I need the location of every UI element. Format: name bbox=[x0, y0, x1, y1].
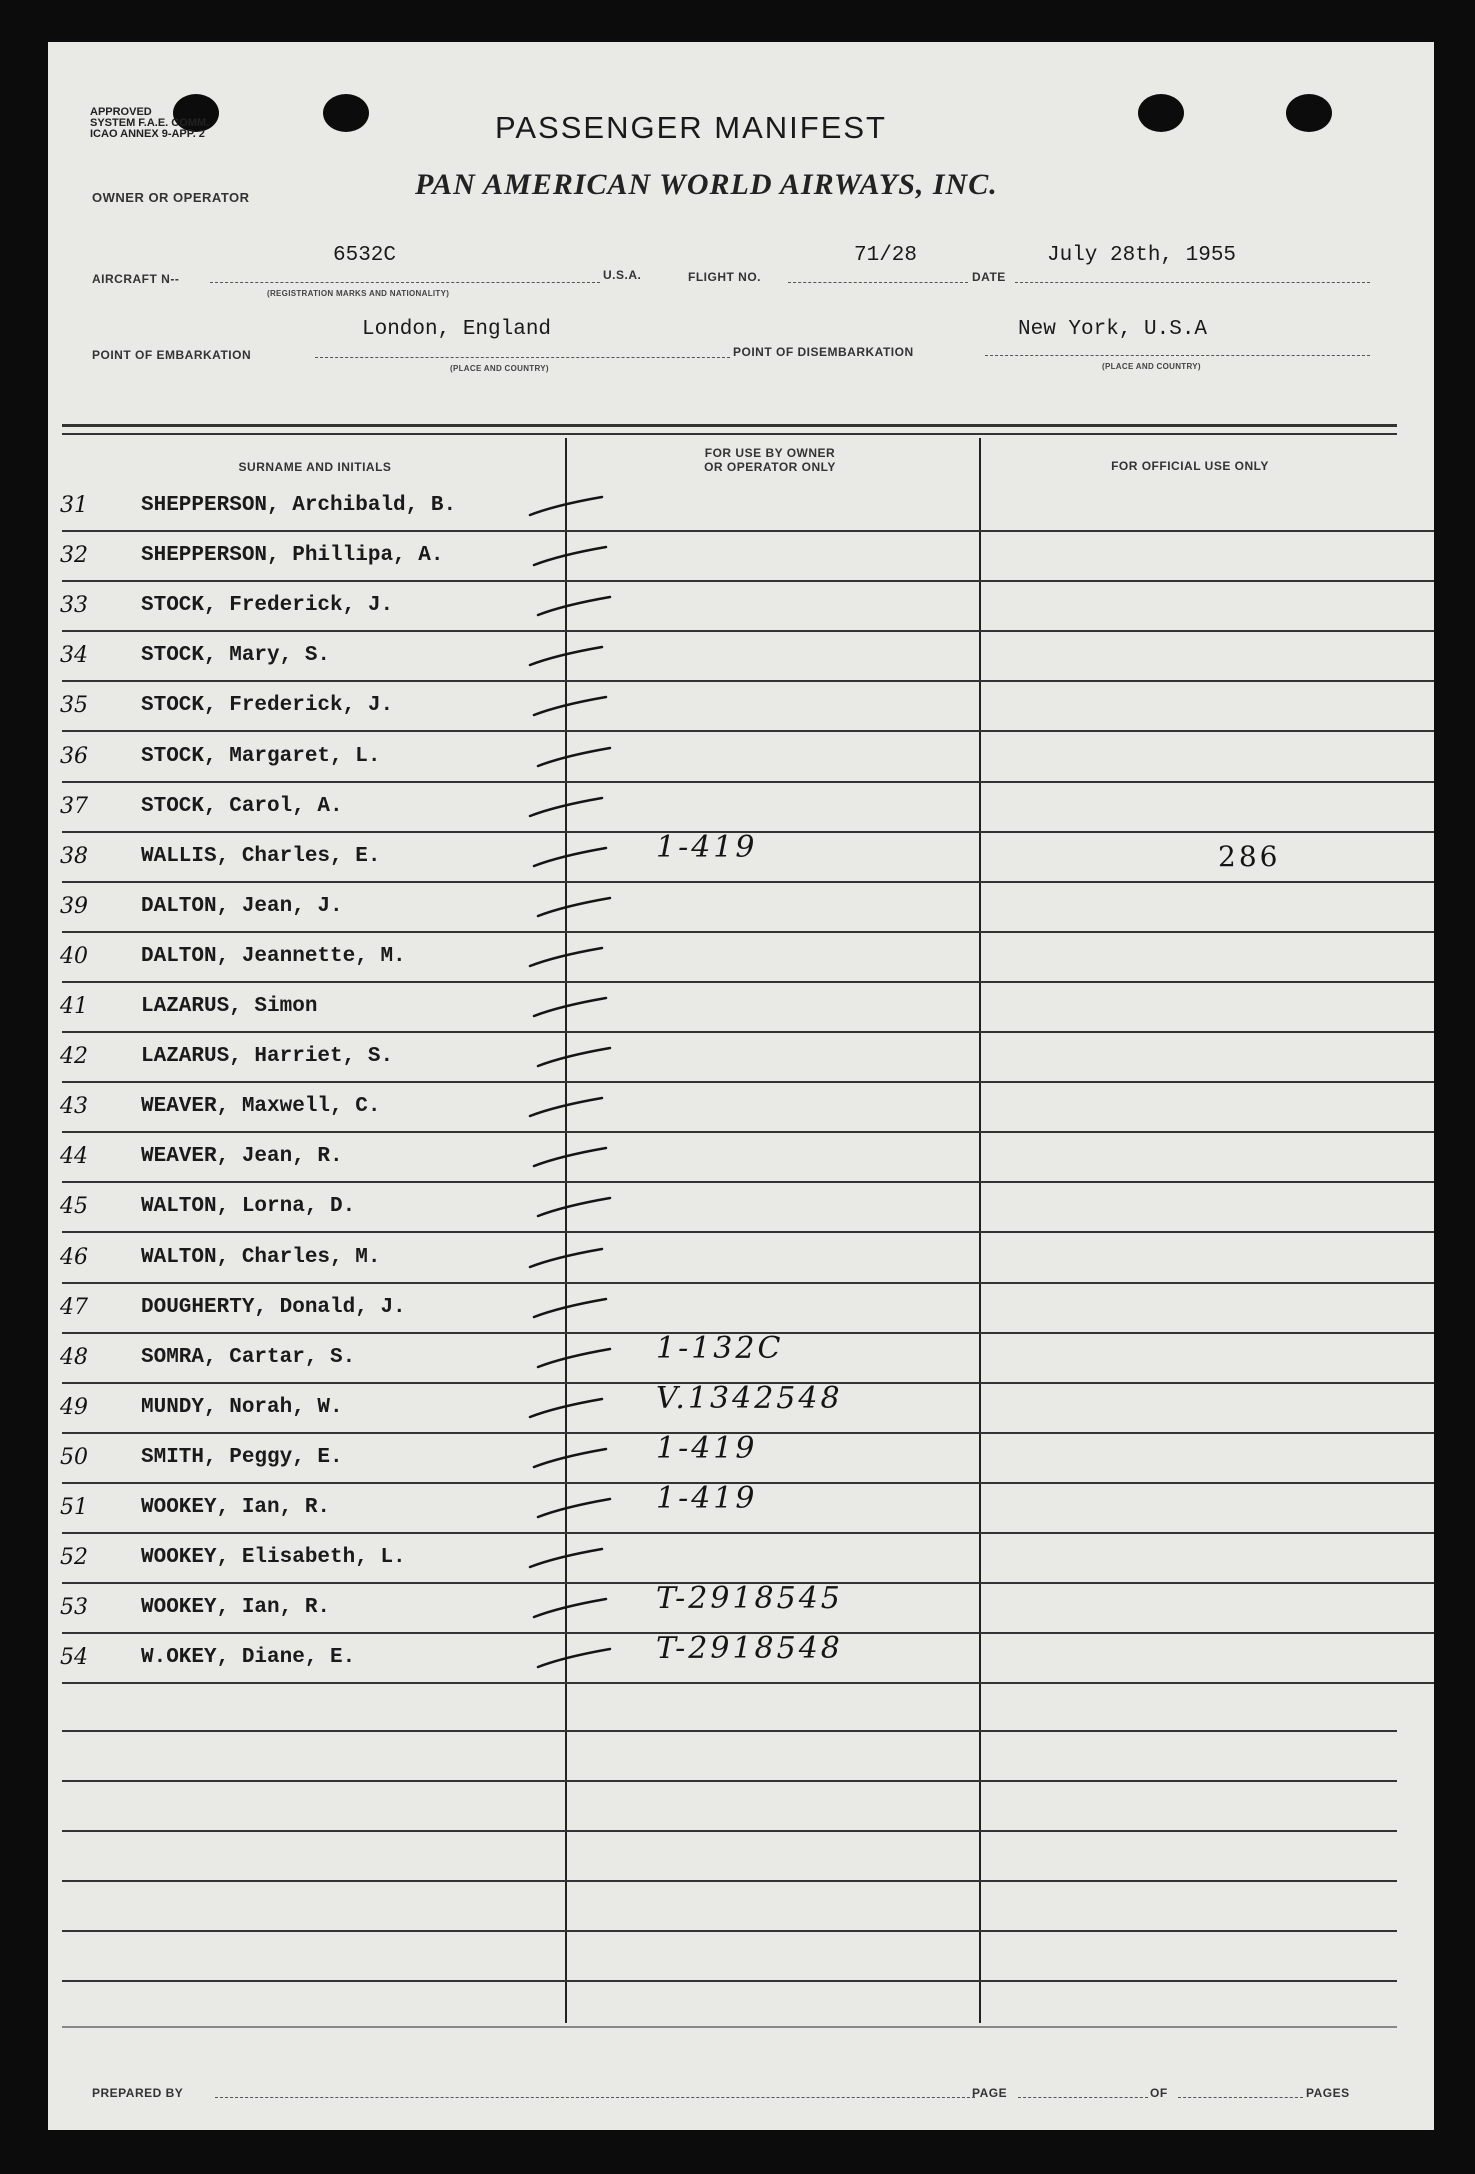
passenger-name: WEAVER, Maxwell, C. bbox=[141, 1095, 381, 1119]
row-rule bbox=[62, 580, 1434, 582]
prepared-by-label: PREPARED BY bbox=[92, 2086, 184, 2100]
embark-value: London, England bbox=[362, 318, 552, 341]
row-rule bbox=[62, 781, 1434, 783]
check-mark-icon bbox=[534, 1036, 614, 1076]
row-number: 54 bbox=[60, 1645, 88, 1671]
table-row bbox=[48, 984, 1434, 1034]
table-row bbox=[48, 884, 1434, 934]
check-mark-icon bbox=[530, 1437, 610, 1477]
passenger-name: STOCK, Frederick, J. bbox=[141, 694, 394, 718]
table-row bbox=[48, 1184, 1434, 1234]
of-fill-line bbox=[1178, 2097, 1303, 2098]
passenger-table bbox=[48, 0, 1434, 2174]
check-mark-icon bbox=[534, 1337, 614, 1377]
passenger-name: STOCK, Frederick, J. bbox=[141, 594, 394, 618]
table-row bbox=[48, 1481, 1434, 1535]
airline-name: PAN AMERICAN WORLD AIRWAYS, INC. bbox=[415, 168, 998, 201]
check-mark-icon bbox=[526, 786, 606, 826]
passenger-name: MUNDY, Norah, W. bbox=[141, 1395, 343, 1419]
row-rule bbox=[62, 1532, 1434, 1534]
aircraft-label: AIRCRAFT N-- bbox=[92, 272, 180, 286]
check-mark-icon bbox=[526, 1237, 606, 1277]
check-mark-icon bbox=[526, 1086, 606, 1126]
row-rule bbox=[62, 931, 1434, 933]
bottom-rule bbox=[62, 2026, 1397, 2028]
row-number: 48 bbox=[60, 1344, 88, 1370]
row-rule bbox=[62, 630, 1434, 632]
passenger-name: WOOKEY, Elisabeth, L. bbox=[141, 1546, 406, 1570]
row-number: 37 bbox=[60, 793, 88, 819]
table-row bbox=[48, 483, 1434, 533]
disembark-caption: (PLACE AND COUNTRY) bbox=[1102, 362, 1201, 371]
check-mark-icon bbox=[526, 485, 606, 525]
check-mark-icon bbox=[530, 1287, 610, 1327]
owner-note: 1-132C bbox=[656, 1330, 784, 1366]
empty-row-rule bbox=[62, 1830, 1397, 1832]
usa-label: U.S.A. bbox=[603, 268, 642, 282]
check-mark-icon bbox=[526, 936, 606, 976]
row-number: 34 bbox=[60, 643, 88, 669]
check-mark-icon bbox=[530, 1587, 610, 1627]
check-mark-icon bbox=[530, 1136, 610, 1176]
registration-caption: (REGISTRATION MARKS AND NATIONALITY) bbox=[267, 289, 450, 298]
table-row bbox=[48, 1581, 1434, 1635]
table-row bbox=[48, 1134, 1434, 1184]
passenger-name: DOUGHERTY, Donald, J. bbox=[141, 1295, 406, 1319]
passenger-name: LAZARUS, Harriet, S. bbox=[141, 1045, 394, 1069]
passenger-name: WOOKEY, Ian, R. bbox=[141, 1496, 331, 1519]
check-mark-icon bbox=[534, 736, 614, 776]
row-rule bbox=[62, 1081, 1434, 1083]
disembark-label: POINT OF DISEMBARKATION bbox=[733, 345, 914, 359]
embark-label: POINT OF EMBARKATION bbox=[92, 348, 252, 362]
check-mark-icon bbox=[530, 836, 610, 876]
column-header-official-use: FOR OFFICIAL USE ONLY bbox=[1111, 459, 1269, 473]
passenger-name: W.OKEY, Diane, E. bbox=[141, 1646, 356, 1670]
check-mark-icon bbox=[534, 1637, 614, 1677]
row-number: 47 bbox=[60, 1294, 88, 1320]
row-rule bbox=[62, 730, 1434, 732]
check-mark-icon bbox=[534, 1487, 614, 1527]
check-mark-icon bbox=[526, 1537, 606, 1577]
table-row bbox=[48, 1084, 1434, 1134]
date-label: DATE bbox=[972, 270, 1006, 284]
owner-note: V.1342548 bbox=[656, 1380, 843, 1416]
disembark-value: New York, U.S.A bbox=[1018, 318, 1208, 341]
row-number: 33 bbox=[60, 593, 88, 619]
official-note: 286 bbox=[1218, 839, 1281, 873]
column-header-owner-use-text: FOR USE BY OWNER OR OPERATOR ONLY bbox=[704, 446, 836, 474]
page-label: PAGE bbox=[972, 2086, 1008, 2100]
table-row bbox=[48, 583, 1434, 633]
passenger-name: STOCK, Margaret, L. bbox=[141, 744, 381, 768]
row-rule bbox=[62, 1682, 1434, 1684]
owner-note: 1-419 bbox=[656, 1481, 758, 1516]
flight-label: FLIGHT NO. bbox=[688, 270, 761, 284]
passenger-name: WALTON, Charles, M. bbox=[141, 1245, 381, 1269]
column-header-surname: SURNAME AND INITIALS bbox=[238, 460, 392, 474]
table-row bbox=[48, 1285, 1434, 1335]
row-number: 51 bbox=[60, 1495, 88, 1520]
row-number: 35 bbox=[60, 693, 88, 719]
passenger-name: WEAVER, Jean, R. bbox=[141, 1145, 343, 1169]
pages-label: PAGES bbox=[1306, 2086, 1350, 2100]
passenger-name: DALTON, Jeannette, M. bbox=[141, 944, 406, 968]
row-rule bbox=[62, 881, 1434, 883]
table-row bbox=[48, 1430, 1434, 1485]
date-value: July 28th, 1955 bbox=[1047, 244, 1237, 267]
owner-note: T-2918548 bbox=[656, 1631, 843, 1667]
row-rule bbox=[62, 1031, 1434, 1033]
table-row bbox=[48, 784, 1434, 834]
row-rule bbox=[62, 1181, 1434, 1183]
empty-row-rule bbox=[62, 1780, 1397, 1782]
table-row bbox=[48, 683, 1434, 733]
passenger-name: LAZARUS, Simon bbox=[141, 995, 318, 1018]
aircraft-value: 6532C bbox=[333, 244, 397, 267]
empty-row-rule bbox=[62, 1730, 1397, 1732]
row-number: 46 bbox=[60, 1244, 88, 1270]
passenger-name: STOCK, Mary, S. bbox=[141, 644, 331, 668]
row-number: 31 bbox=[60, 493, 88, 518]
row-number: 42 bbox=[60, 1044, 88, 1070]
row-number: 52 bbox=[60, 1545, 88, 1571]
passenger-name: WALTON, Lorna, D. bbox=[141, 1195, 356, 1219]
row-number: 38 bbox=[60, 843, 88, 869]
row-number: 53 bbox=[60, 1595, 88, 1621]
row-number: 43 bbox=[60, 1094, 88, 1120]
row-number: 45 bbox=[60, 1194, 88, 1220]
approval-stamp: APPROVED SYSTEM F.A.E. COMM. ICAO ANNEX 9-APP. 2 bbox=[90, 106, 210, 140]
table-row bbox=[48, 829, 1434, 884]
table-row bbox=[48, 1380, 1434, 1435]
row-number: 49 bbox=[60, 1394, 88, 1420]
row-number: 32 bbox=[60, 543, 88, 569]
check-mark-icon bbox=[530, 685, 610, 725]
empty-row-rule bbox=[62, 1930, 1397, 1932]
owner-note: 1-419 bbox=[656, 1430, 758, 1466]
check-mark-icon bbox=[534, 886, 614, 926]
row-rule bbox=[62, 530, 1434, 532]
page-title: PASSENGER MANIFEST bbox=[495, 110, 887, 145]
row-number: 50 bbox=[60, 1444, 88, 1470]
passenger-name: STOCK, Carol, A. bbox=[141, 794, 343, 818]
table-row bbox=[48, 633, 1434, 683]
passenger-name: DALTON, Jean, J. bbox=[141, 894, 343, 918]
row-number: 40 bbox=[60, 943, 88, 969]
row-number: 44 bbox=[60, 1144, 88, 1170]
passenger-name: WALLIS, Charles, E. bbox=[141, 844, 381, 868]
passenger-name: SOMRA, Cartar, S. bbox=[141, 1345, 356, 1369]
table-row bbox=[48, 734, 1434, 784]
empty-row-rule bbox=[62, 1880, 1397, 1882]
check-mark-icon bbox=[530, 986, 610, 1026]
table-row bbox=[48, 533, 1434, 583]
row-number: 36 bbox=[60, 743, 88, 769]
passenger-name: WOOKEY, Ian, R. bbox=[141, 1596, 331, 1620]
row-rule bbox=[62, 1131, 1434, 1133]
table-row bbox=[48, 1631, 1434, 1685]
prepared-by-fill-line bbox=[215, 2097, 975, 2098]
passenger-name: SMITH, Peggy, E. bbox=[141, 1445, 343, 1469]
row-rule bbox=[62, 680, 1434, 682]
passenger-name: SHEPPERSON, Phillipa, A. bbox=[141, 544, 444, 568]
table-row bbox=[48, 1034, 1434, 1084]
row-rule bbox=[62, 1231, 1434, 1233]
check-mark-icon bbox=[526, 635, 606, 675]
page-fill-line bbox=[1018, 2097, 1148, 2098]
check-mark-icon bbox=[530, 535, 610, 575]
owner-note: 1-419 bbox=[656, 829, 758, 865]
row-number: 39 bbox=[60, 893, 88, 919]
of-label: OF bbox=[1150, 2086, 1168, 2100]
row-rule bbox=[62, 1282, 1434, 1284]
table-row bbox=[48, 1330, 1434, 1385]
check-mark-icon bbox=[526, 1387, 606, 1427]
embark-caption: (PLACE AND COUNTRY) bbox=[450, 364, 549, 373]
check-mark-icon bbox=[534, 1186, 614, 1226]
flight-value: 71/28 bbox=[854, 244, 918, 267]
passenger-name: SHEPPERSON, Archibald, B. bbox=[141, 494, 457, 517]
row-rule bbox=[62, 981, 1434, 983]
empty-row-rule bbox=[62, 1980, 1397, 1982]
check-mark-icon bbox=[534, 585, 614, 625]
table-row bbox=[48, 934, 1434, 984]
table-row bbox=[48, 1535, 1434, 1585]
table-row bbox=[48, 1235, 1434, 1285]
owner-note: T-2918545 bbox=[656, 1581, 843, 1617]
owner-label: OWNER OR OPERATOR bbox=[92, 190, 250, 205]
row-number: 41 bbox=[60, 994, 88, 1019]
